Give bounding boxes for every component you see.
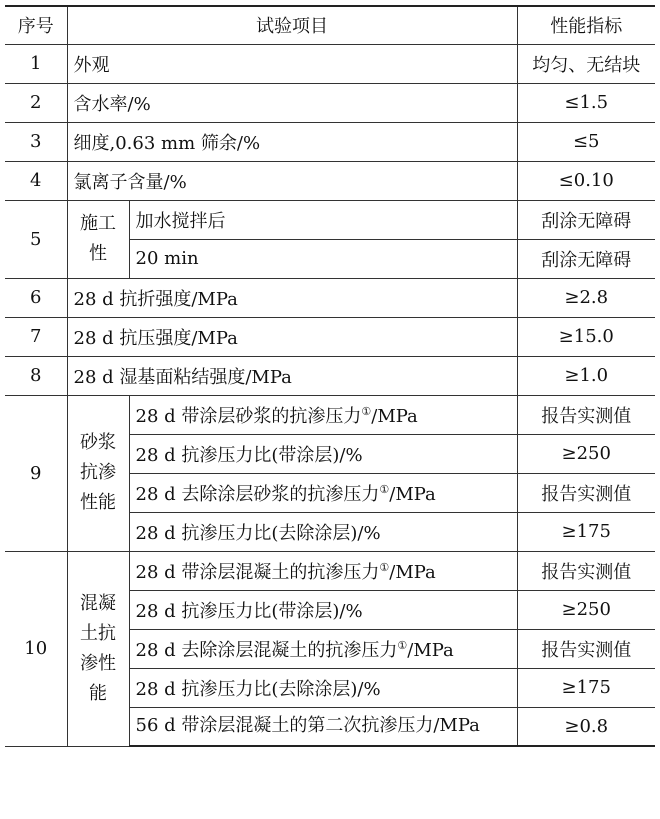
row-no: 3 [5,122,67,161]
group-label: 施工性 [67,200,129,278]
row-no: 2 [5,83,67,122]
row-spec: ≥0.8 [517,707,655,746]
row-spec: 刮涂无障碍 [517,200,655,239]
row-no: 1 [5,44,67,83]
row-spec: 报告实测值 [517,473,655,512]
row-item: 细度,0.63 mm 筛余/% [67,122,517,161]
row-spec: ≥250 [517,590,655,629]
table-row [5,122,655,161]
footnote-mark: ① [361,404,372,418]
row-item: 含水率/% [67,83,517,122]
row-item: 加水搅拌后 [129,200,517,239]
row-spec: ≤1.5 [517,83,655,122]
row-item: 28 d 抗渗压力比(带涂层)/% [129,590,517,629]
row-spec: ≥2.8 [517,278,655,317]
row-spec: ≥1.0 [517,356,655,395]
row-item: 氯离子含量/% [67,161,517,200]
row-no: 7 [5,317,67,356]
header-item: 试验项目 [67,6,517,44]
row-no: 10 [5,551,67,746]
footnote-mark: ① [397,638,408,652]
row-item: 28 d 抗渗压力比(带涂层)/% [129,434,517,473]
footnote-mark: ① [379,560,390,574]
header-no: 序号 [5,6,67,44]
row-item: 28 d 抗渗压力比(去除涂层)/% [129,512,517,551]
row-item [129,551,517,590]
table-row [5,200,655,239]
group-label: 混凝土抗渗性能 [67,551,129,746]
row-spec: 均匀、无结块 [517,44,655,83]
row-spec: ≤0.10 [517,161,655,200]
header-row [5,6,655,44]
row-spec: 报告实测值 [517,395,655,434]
row-spec: 刮涂无障碍 [517,239,655,278]
row-item: 20 min [129,239,517,278]
item-unit: /MPa [389,483,436,505]
item-unit: /MPa [407,639,454,661]
row-item [129,629,517,668]
row-no: 5 [5,200,67,278]
footnote-mark: ① [379,482,390,496]
row-no: 8 [5,356,67,395]
item-text: 28 d 带涂层砂浆的抗渗压力 [135,405,362,427]
row-no: 6 [5,278,67,317]
row-item: 28 d 抗渗压力比(去除涂层)/% [129,668,517,707]
row-item [129,473,517,512]
item-text: 28 d 带涂层混凝土的抗渗压力 [135,561,380,583]
row-spec: ≥175 [517,512,655,551]
row-item [129,395,517,434]
item-unit: /MPa [371,405,418,427]
row-spec: ≥250 [517,434,655,473]
table-row [5,317,655,356]
row-item: 56 d 带涂层混凝土的第二次抗渗压力/MPa [129,707,517,746]
performance-spec-table [5,5,655,747]
table-row [5,278,655,317]
item-unit: /MPa [389,561,436,583]
table-row [5,161,655,200]
row-item: 28 d 抗压强度/MPa [67,317,517,356]
row-item: 外观 [67,44,517,83]
item-text: 28 d 去除涂层混凝土的抗渗压力 [135,639,398,661]
table-row [5,551,655,590]
row-no: 4 [5,161,67,200]
table-row [5,356,655,395]
row-spec: ≥175 [517,668,655,707]
table-row [5,44,655,83]
row-item: 28 d 抗折强度/MPa [67,278,517,317]
table-row [5,395,655,434]
row-spec: ≥15.0 [517,317,655,356]
row-item: 28 d 湿基面粘结强度/MPa [67,356,517,395]
row-spec: 报告实测值 [517,551,655,590]
header-spec: 性能指标 [517,6,655,44]
row-spec: ≤5 [517,122,655,161]
item-text: 28 d 去除涂层砂浆的抗渗压力 [135,483,380,505]
table-row [5,83,655,122]
row-no: 9 [5,395,67,551]
group-label: 砂浆抗渗性能 [67,395,129,551]
row-spec: 报告实测值 [517,629,655,668]
